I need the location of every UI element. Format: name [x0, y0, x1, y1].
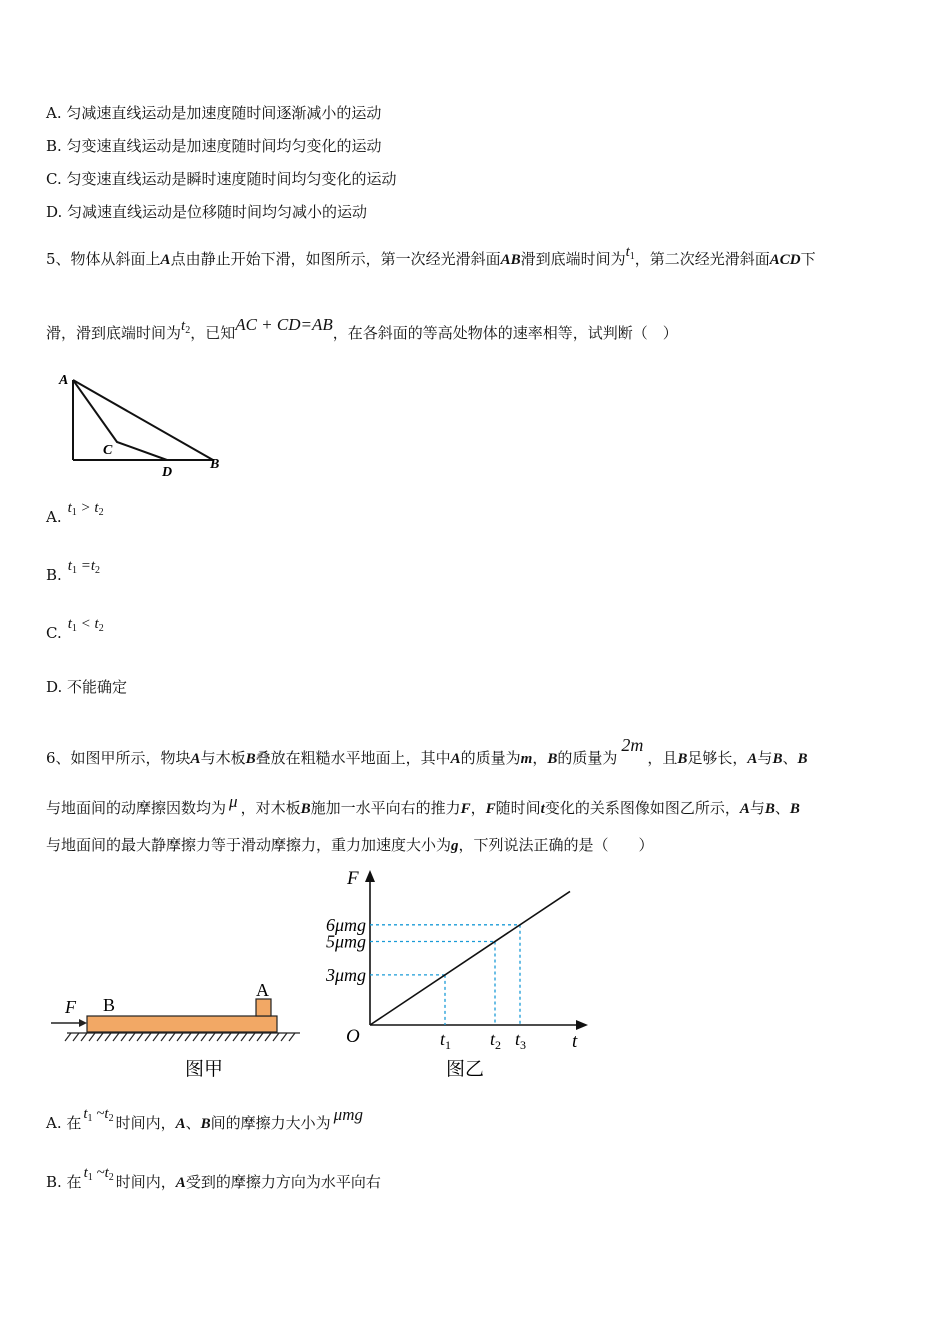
y-axis-arrow: [365, 870, 375, 882]
fig-jia-label-a: A: [256, 980, 269, 1000]
q5-label-b: B: [210, 457, 220, 472]
x-tick-t1: $t_1$: [440, 1029, 452, 1052]
y-tick-5umg: 5μmg: [325, 931, 366, 952]
q5-stem-line2: 滑，滑到底端时间为$t_2$，已知AC + CD=AB，在各斜面的等高处物体的速率相等，试判断（ ）: [46, 315, 678, 342]
x-tick-t3: $t_3$: [515, 1029, 527, 1052]
q5-label-a: A: [59, 373, 69, 388]
q4-option-b: B. 匀变速直线运动是加速度随时间均匀变化的运动: [46, 137, 382, 155]
board-b: [87, 1016, 277, 1032]
q6-option-a: A. 在 $t_1$ $\sim t_2$ 时间内，A、B间的摩擦力大小为 μmg: [46, 1105, 363, 1132]
q4-option-d: D. 匀减速直线运动是位移随时间均匀减小的运动: [46, 203, 368, 221]
q6-stem-line1: 6、如图甲所示，物块A与木板B叠放在粗糙水平地面上，其中A的质量为m，B的质量为2m，且B足够长，A与B、B: [46, 735, 808, 767]
q5-option-b: B. $t_1 =t_2$: [46, 558, 101, 584]
f-t-line: [370, 891, 570, 1025]
q5-label-c: C: [103, 443, 113, 458]
yi-label-t: t: [572, 1031, 578, 1052]
q5-option-a: A. $t_1 > t_2$: [46, 500, 104, 526]
yi-label-o: O: [346, 1026, 360, 1047]
y-tick-6umg: 6μmg: [325, 914, 366, 935]
block-a: [256, 999, 271, 1016]
q6-stem-line2: 与地面间的动摩擦因数均为 μ ，对木板B施加一水平向右的推力F，F随时间t变化的关系图像如图乙所示，A与B、B: [46, 792, 800, 817]
fig-jia-label-b: B: [103, 995, 116, 1015]
q6-two-m: 2m: [621, 735, 644, 755]
q6-stem-line3: 与地面间的最大静摩擦力等于滑动摩擦力，重力加速度大小为g，下列说法正确的是（ ）: [46, 836, 654, 854]
x-tick-t2: $t_2$: [490, 1029, 502, 1052]
q5-option-c: C. $t_1 < t_2$: [46, 616, 104, 642]
yi-axes: [370, 878, 580, 1025]
fig-jia-caption: 图甲: [185, 1059, 224, 1080]
y-tick-3umg: 3μmg: [325, 964, 366, 985]
q5-option-d: D. 不能确定: [46, 678, 128, 696]
q6-option-b: B. 在 $t_1$ $\sim t_2$ 时间内，A受到的摩擦力方向为水平向右: [46, 1165, 381, 1191]
yi-label-f: F: [347, 868, 359, 889]
q5-stem-line1: 5、物体从斜面上A点由静止开始下滑，如图所示，第一次经光滑斜面AB滑到底端时间为$t_1$，第二次经光滑斜面ACD下: [46, 244, 816, 268]
q5-incline-figure: [55, 370, 235, 480]
fig-jia-label-f: F: [65, 997, 76, 1017]
q5-formula: AC + CD=AB: [235, 315, 333, 334]
q6-figure-jia: [45, 975, 305, 1080]
yi-caption: 图乙: [446, 1059, 485, 1080]
q5-label-d: D: [162, 465, 173, 480]
q6-figure-yi: [300, 860, 600, 1085]
x-axis-arrow: [576, 1020, 588, 1030]
q4-option-a: A. 匀减速直线运动是加速度随时间逐渐减小的运动: [46, 104, 382, 122]
q4-option-c: C. 匀变速直线运动是瞬时速度随时间均匀变化的运动: [46, 170, 397, 188]
